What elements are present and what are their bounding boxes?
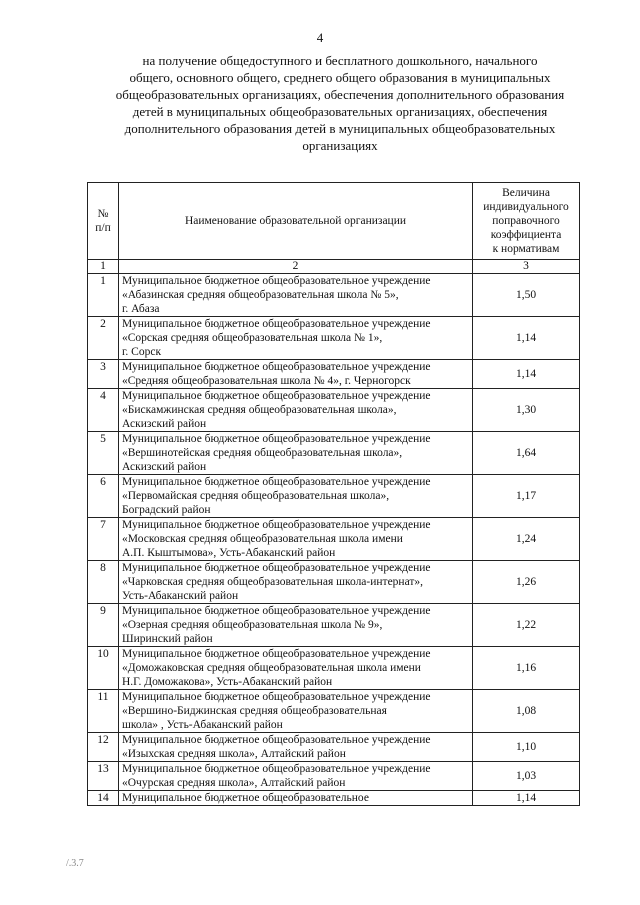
table-row (88, 274, 580, 317)
organization-name: Муниципальное бюджетное общеобразовательное учреждение «Озерная средняя общеобразовательная школа № 9», Ширинский район (119, 604, 473, 647)
table-row (88, 360, 580, 389)
header-number: № п/п (88, 183, 119, 260)
organization-name: Муниципальное бюджетное общеобразовательное (119, 791, 473, 806)
coefficient-value: 1,14 (473, 360, 580, 389)
coefficient-value: 1,64 (473, 432, 580, 475)
row-number: 4 (88, 389, 119, 432)
table-row (88, 389, 580, 432)
row-number: 8 (88, 561, 119, 604)
row-number: 11 (88, 690, 119, 733)
coefficient-value: 1,10 (473, 733, 580, 762)
organization-name: Муниципальное бюджетное общеобразовательное учреждение «Очурская средняя школа», Алтайский район (119, 762, 473, 791)
index-cell: 2 (119, 260, 473, 274)
document-heading: на получение общедоступного и бесплатного дошкольного, начального общего, основного общего, среднего общего образования в муниципальных общеобразовательных организациях, обеспечения дополнительного образования детей в муниципальных общеобразовательных организациях, обеспечения дополнительного образования детей в муниципальных общеобразовательных организациях (115, 53, 565, 153)
table-row (88, 561, 580, 604)
row-number: 2 (88, 317, 119, 360)
coefficient-value: 1,08 (473, 690, 580, 733)
table-row (88, 733, 580, 762)
organization-name: Муниципальное бюджетное общеобразовательное учреждение «Абазинская средняя общеобразовательная школа № 5», г. Абаза (119, 274, 473, 317)
table-row (88, 762, 580, 791)
coefficient-value: 1,50 (473, 274, 580, 317)
table-row (88, 317, 580, 360)
coefficient-value: 1,17 (473, 475, 580, 518)
coefficient-value: 1,26 (473, 561, 580, 604)
coefficients-table (87, 182, 580, 806)
coefficient-value: 1,14 (473, 791, 580, 806)
row-number: 14 (88, 791, 119, 806)
organization-name: Муниципальное бюджетное общеобразовательное учреждение «Вершино-Биджинская средняя общеобразовательная школа» , Усть-Абаканский район (119, 690, 473, 733)
row-number: 9 (88, 604, 119, 647)
index-cell: 1 (88, 260, 119, 274)
footer-mark: /.3.7 (66, 858, 84, 869)
table-row (88, 647, 580, 690)
coefficient-value: 1,14 (473, 317, 580, 360)
table-row (88, 791, 580, 806)
table-row (88, 432, 580, 475)
organization-name: Муниципальное бюджетное общеобразовательное учреждение «Вершинотейская средняя общеобразовательная школа», Аскизский район (119, 432, 473, 475)
row-number: 1 (88, 274, 119, 317)
row-number: 7 (88, 518, 119, 561)
organization-name: Муниципальное бюджетное общеобразовательное учреждение «Первомайская средняя общеобразовательная школа», Боградский район (119, 475, 473, 518)
coefficient-value: 1,24 (473, 518, 580, 561)
page-number: 4 (316, 30, 324, 45)
organization-name: Муниципальное бюджетное общеобразовательное учреждение «Сорская средняя общеобразовательная школа № 1», г. Сорск (119, 317, 473, 360)
table-row (88, 518, 580, 561)
header-coefficient: Величина индивидуального поправочного коэффициента к нормативам (473, 183, 580, 260)
table-header-row (88, 183, 580, 260)
table-row (88, 690, 580, 733)
organization-name: Муниципальное бюджетное общеобразовательное учреждение «Чарковская средняя общеобразовательная школа-интернат», Усть-Абаканский район (119, 561, 473, 604)
organization-name: Муниципальное бюджетное общеобразовательное учреждение «Средняя общеобразовательная школа № 4», г. Черногорск (119, 360, 473, 389)
index-cell: 3 (473, 260, 580, 274)
row-number: 3 (88, 360, 119, 389)
coefficient-value: 1,30 (473, 389, 580, 432)
row-number: 6 (88, 475, 119, 518)
organization-name: Муниципальное бюджетное общеобразовательное учреждение «Доможаковская средняя общеобразовательная школа имени Н.Г. Доможакова», Усть-Абаканский район (119, 647, 473, 690)
organization-name: Муниципальное бюджетное общеобразовательное учреждение «Изыхская средняя школа», Алтайский район (119, 733, 473, 762)
coefficient-value: 1,03 (473, 762, 580, 791)
row-number: 10 (88, 647, 119, 690)
table-row (88, 475, 580, 518)
table-index-row (88, 260, 580, 274)
row-number: 5 (88, 432, 119, 475)
coefficient-value: 1,22 (473, 604, 580, 647)
organization-name: Муниципальное бюджетное общеобразовательное учреждение «Бискамжинская средняя общеобразовательная школа», Аскизский район (119, 389, 473, 432)
organization-name: Муниципальное бюджетное общеобразовательное учреждение «Московская средняя общеобразовательная школа имени А.П. Кыштымова», Усть-Абаканский район (119, 518, 473, 561)
table-row (88, 604, 580, 647)
row-number: 12 (88, 733, 119, 762)
header-organization-name: Наименование образовательной организации (119, 183, 473, 260)
row-number: 13 (88, 762, 119, 791)
coefficient-value: 1,16 (473, 647, 580, 690)
